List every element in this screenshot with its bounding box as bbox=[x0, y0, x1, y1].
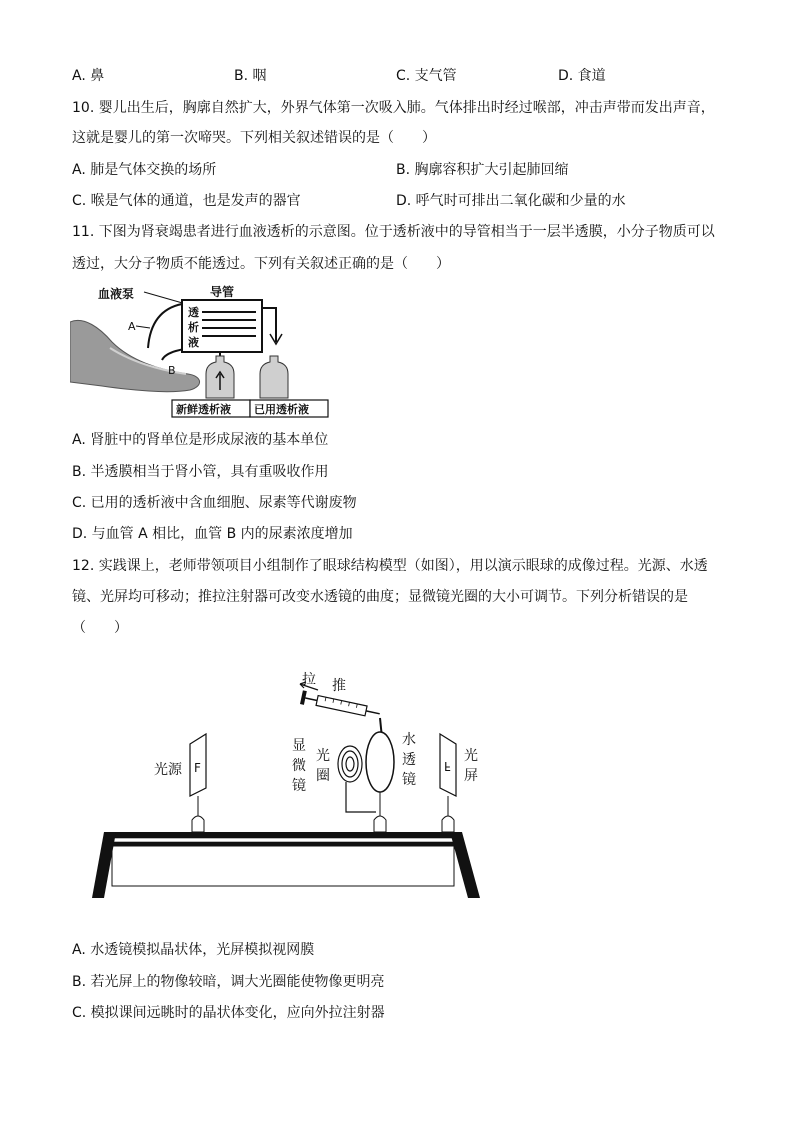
label-screen-1: 光 bbox=[464, 748, 478, 764]
q11-stem-line-2: 透过，大分子物质不能透过。下列有关叙述正确的是（ ） bbox=[72, 256, 450, 272]
q9-option-c: C. 支气管 bbox=[396, 68, 457, 84]
dialysis-figure bbox=[70, 282, 332, 418]
q11-option-d: D. 与血管 A 相比，血管 B 内的尿素浓度增加 bbox=[72, 526, 353, 542]
q10-option-a: A. 肺是气体交换的场所 bbox=[72, 162, 217, 178]
label-dialysate-3: 液 bbox=[188, 336, 199, 349]
label-light-source: 光源 bbox=[154, 762, 182, 778]
water-lens bbox=[366, 732, 394, 792]
used-bottle bbox=[260, 356, 288, 398]
q11-stem-line-1: 11. 下图为肾衰竭患者进行血液透析的示意图。位于透析液中的导管相当于一层半透膜，小分子物质可以 bbox=[72, 224, 715, 240]
q11-option-a: A. 肾脏中的肾单位是形成尿液的基本单位 bbox=[72, 432, 329, 448]
q12-stem-line-3: （ ） bbox=[72, 620, 128, 636]
q10-option-c: C. 喉是气体的通道，也是发声的器官 bbox=[72, 193, 301, 209]
q9-option-a: A. 鼻 bbox=[72, 68, 105, 84]
q9-option-d: D. 食道 bbox=[558, 68, 606, 84]
label-tube: 导管 bbox=[210, 285, 235, 299]
label-image-f: F bbox=[444, 759, 451, 773]
q12-option-b: B. 若光屏上的物像较暗，调大光圈能使物像更明亮 bbox=[72, 974, 385, 990]
q11-option-b: B. 半透膜相当于肾小管，具有重吸收作用 bbox=[72, 464, 329, 480]
tube-a bbox=[148, 304, 182, 348]
label-pull: 拉 bbox=[302, 672, 316, 688]
label-water-lens-2: 透 bbox=[402, 752, 416, 768]
label-push: 推 bbox=[332, 678, 346, 694]
label-aperture-2: 圈 bbox=[316, 768, 330, 784]
syringe bbox=[300, 690, 381, 720]
q12-option-c: C. 模拟课间远眺时的晶状体变化，应向外拉注射器 bbox=[72, 1005, 385, 1021]
eye-model-figure bbox=[88, 662, 488, 902]
aperture-ring bbox=[338, 746, 362, 782]
label-screen-2: 屏 bbox=[464, 768, 478, 784]
label-f-object: F bbox=[194, 761, 201, 775]
label-a: A bbox=[128, 320, 136, 333]
label-dialysate-1: 透 bbox=[188, 306, 199, 319]
label-dialysate-2: 析 bbox=[188, 321, 199, 334]
label-used-dialysate: 已用透析液 bbox=[254, 403, 309, 416]
label-water-lens-3: 镜 bbox=[402, 772, 416, 788]
label-microscope-2: 微 bbox=[292, 758, 306, 774]
label-water-lens-1: 水 bbox=[402, 732, 416, 748]
q9-option-b: B. 咽 bbox=[234, 68, 267, 84]
optical-bench bbox=[92, 832, 480, 898]
q12-stem-line-1: 12. 实践课上，老师带领项目小组制作了眼球结构模型（如图），用以演示眼球的成像过程。光源、水透 bbox=[72, 558, 708, 574]
label-microscope-3: 镜 bbox=[292, 778, 306, 794]
q10-stem-line-1: 10. 婴儿出生后，胸廓自然扩大，外界气体第一次吸入肺。气体排出时经过喉部，冲击声带而发出声音， bbox=[72, 100, 715, 116]
q11-option-c: C. 已用的透析液中含血细胞、尿素等代谢废物 bbox=[72, 495, 357, 511]
q12-option-a: A. 水透镜模拟晶状体，光屏模拟视网膜 bbox=[72, 942, 315, 958]
q10-stem-line-2: 这就是婴儿的第一次啼哭。下列相关叙述错误的是（ ） bbox=[72, 130, 436, 146]
q12-stem-line-2: 镜、光屏均可移动；推拉注射器可改变水透镜的曲度；显微镜光圈的大小可调节。下列分析错误的是 bbox=[72, 589, 688, 605]
label-microscope-1: 显 bbox=[292, 738, 306, 754]
label-aperture-1: 光 bbox=[316, 748, 330, 764]
label-fresh-dialysate: 新鲜透析液 bbox=[176, 403, 231, 416]
q10-option-d: D. 呼气时可排出二氧化碳和少量的水 bbox=[396, 193, 626, 209]
q10-option-b: B. 胸廓容积扩大引起肺回缩 bbox=[396, 162, 569, 178]
label-b: B bbox=[168, 364, 176, 377]
label-blood-pump: 血液泵 bbox=[98, 287, 135, 301]
